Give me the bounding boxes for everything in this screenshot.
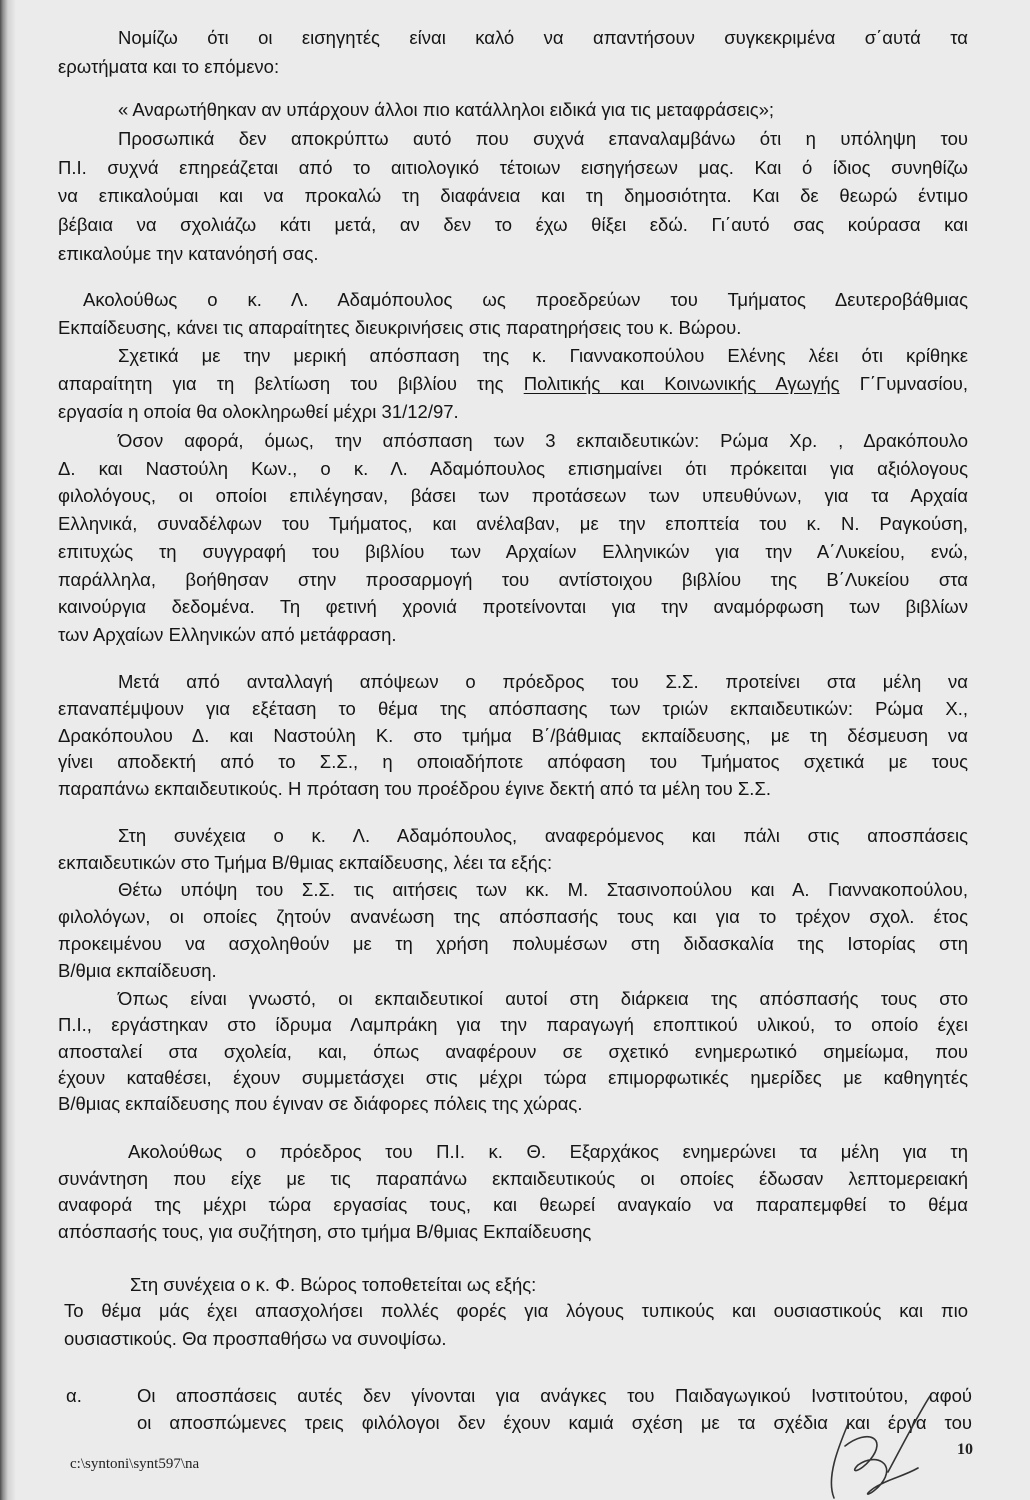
text-line: Όπως είναι γνωστό, οι εκπαιδευτικοί αυτοί στη διάρκεια της απόσπασής τους στο xyxy=(118,988,968,1009)
text-line: γίνει αποδεκτή από το Σ.Σ., η οποιαδήποτε απόφαση του Τμήματος σχετικά με τους xyxy=(58,751,968,773)
text-line: Π.Ι. συχνά επηρεάζεται από το αιτιολογικό τέτοιων εισηγήσεων μας. Και ό ίδιος συνηθίζω xyxy=(58,156,968,178)
text-line: Β/θμιας εκπαίδευσης που έγιναν σε διάφορες πόλεις της χώρας. xyxy=(58,1093,583,1115)
paragraph xyxy=(58,125,968,269)
text-line: Ελληνικά, συναδέλφων του Τμήματος, και ανέλαβαν, με την εποπτεία του κ. Ν. Ραγκούση, xyxy=(58,513,968,535)
text-line: των Αρχαίων Ελληνικών από μετάφραση. xyxy=(58,623,397,645)
text-line: προκειμένου να ασχοληθούν με τη χρήση πολυμέσων στη διδασκαλία της Ιστορίας στη xyxy=(58,933,968,954)
paragraph xyxy=(58,427,968,649)
text-line: Δ. και Ναστούλη Κων., ο κ. Λ. Αδαμόπουλος επισημαίνει ότι πρόκειται για αξιόλογους xyxy=(58,457,968,479)
text-line: βέβαια να σχολιάζω κάτι μετά, αν δεν το έχω θίξει εδώ. Γι΄αυτό σας κούρασα και xyxy=(58,214,968,236)
underlined-book-title: Πολιτικής και Κοινωνικής Αγωγής xyxy=(523,373,840,394)
text-line: καινούργια δεδομένα. Τη φετινή χρονιά προτείνονται για την αναμόρφωση των βιβλίων xyxy=(58,596,968,618)
page-edge-shadow xyxy=(0,0,16,1500)
text-line: Δρακόπουλου Δ. και Ναστούλη Κ. στο τμήμα Β΄/βάθμιας εκπαίδευσης, με τη δέσμευση να xyxy=(58,724,968,746)
text-line: ουσιαστικούς. Θα προσπαθήσω να συνοψίσω. xyxy=(64,1327,447,1349)
text-line: Στη συνέχεια ο κ. Φ. Βώρος τοποθετείται ως εξής: xyxy=(130,1274,537,1295)
text-line: Β/θμια εκπαίδευση. xyxy=(58,960,217,981)
text-line: Ακολούθως ο κ. Λ. Αδαμόπουλος ως προεδρεύων του Τμήματος Δευτεροβάθμιας xyxy=(83,289,968,310)
paragraph xyxy=(58,876,968,984)
text-segment: απαραίτητη για τη βελτίωση του βιβλίου της xyxy=(58,373,504,394)
quoted-question xyxy=(58,96,968,125)
text-line: επικαλούμε την κατανόησή σας. xyxy=(58,242,319,264)
page-number: 10 xyxy=(957,1441,973,1458)
text-line: ερωτήματα και το επόμενο: xyxy=(58,55,280,77)
text-line: οι αποσπώμενες τρεις φιλόλογοι δεν έχουν καμιά σχέση με τα σχέδια και έργα του xyxy=(137,1412,972,1433)
paragraph xyxy=(58,823,968,876)
text-line: Νομίζω ότι οι εισηγητές είναι καλό να απαντήσουν συγκεκριμένα σ΄αυτά τα xyxy=(118,27,968,48)
text-line: συνάντηση που είχε με τις παραπάνω εκπαιδευτικούς οι οποίες έδωσαν λεπτομερειακή xyxy=(58,1167,968,1189)
file-path-footer: c:\syntoni\synt597\na xyxy=(70,1456,200,1472)
text-line: φιλολόγων, οι οποίες ζητούν ανανέωση της απόσπασής τους και για το τρέχον σχολ. έτος xyxy=(58,906,968,927)
text-line xyxy=(58,370,968,398)
text-line: έχουν καταθέσει, έχουν συμμετάσχει στις μέχρι τώρα επιμορφωτικές ημερίδες με καθηγητές xyxy=(58,1066,968,1088)
text-line: επαναπέμψουν για εξέταση το θέμα της απόσπασης των τριών εκπαιδευτικών: Ρώμα Χ., xyxy=(58,697,968,719)
text-line: εργασία η οποία θα ολοκληρωθεί μέχρι 31/12/97. xyxy=(58,401,459,422)
text-line: να επικαλούμαι και να προκαλώ τη διαφάνεια και τη δημοσιότητα. Και δε θεωρώ έντιμο xyxy=(58,185,968,207)
text-line: εκπαιδευτικών στο Τμήμα Β/θμιας εκπαίδευσης, λέει τα εξής: xyxy=(58,851,553,873)
list-marker: α. xyxy=(66,1385,82,1406)
text-line: παράλληλα, βοήθησαν στην προσαρμογή του αντίστοιχου βιβλίου της Β΄Λυκείου στα xyxy=(58,568,968,590)
paragraph xyxy=(58,669,968,803)
text-line: Οι αποσπάσεις αυτές δεν γίνονται για ανάγκες του Παιδαγωγικού Ινστιτούτου, αφού xyxy=(137,1385,972,1406)
text-line: Μετά από ανταλλαγή απόψεων ο πρόεδρος του Σ.Σ. προτείνει στα μέλη να xyxy=(118,671,968,692)
text-line: απόσπασής τους, για συζήτηση, στο τμήμα Β/θμιας Εκπαίδευσης xyxy=(58,1221,592,1243)
text-line: επιτυχώς τη συγγραφή του βιβλίου των Αρχαίων Ελληνικών για την Α΄Λυκείου, ενώ, xyxy=(58,540,968,562)
list-item-text xyxy=(137,1382,972,1436)
paragraph xyxy=(58,1139,968,1246)
text-segment: Γ΄Γυμνασίου, xyxy=(859,373,969,394)
paragraph xyxy=(58,1297,968,1352)
text-line: Στη συνέχεια ο κ. Λ. Αδαμόπουλος, αναφερόμενος και πάλι στις αποσπάσεις xyxy=(118,825,968,846)
text-line: « Αναρωτήθηκαν αν υπάρχουν άλλοι πιο κατάλληλοι ειδικά για τις μεταφράσεις»; xyxy=(118,99,775,120)
text-line: Π.Ι., εργάστηκαν στο ίδρυμα Λαμπράκη για την παραγωγή εποπτικού υλικού, το οποίο έχει xyxy=(58,1014,968,1036)
paragraph xyxy=(58,1271,968,1298)
text-line: Ακολούθως ο πρόεδρος του Π.Ι. κ. Θ. Εξαρχάκος ενημερώνει τα μέλη για τη xyxy=(128,1141,968,1162)
text-line: φιλολόγους, οι οποίοι επιλέγησαν, βάσει των προτάσεων των υπευθύνων, για τα Αρχαία xyxy=(58,485,968,507)
paragraph xyxy=(58,342,968,426)
text-line: αποσταλεί στα σχολεία, και, όπως αναφέρουν σε σχετικό ενημερωτικό σημείωμα, που xyxy=(58,1040,968,1062)
text-line: Θέτω υπόψη του Σ.Σ. τις αιτήσεις των κκ. Μ. Στασινοπούλου και Α. Γιαννακοπούλου, xyxy=(118,879,968,900)
text-line: Σχετικά με την μερική απόσπαση της κ. Γιαννακοπούλου Ελένης λέει ότι κρίθηκε xyxy=(118,345,968,366)
paragraph xyxy=(58,24,968,81)
paragraph xyxy=(58,986,968,1117)
text-line: αναφορά της μέχρι τώρα εργασίας τους, και θεωρεί αναγκαίο να παραπεμφθεί το θέμα xyxy=(58,1194,968,1216)
paragraph xyxy=(58,286,968,342)
text-line: Όσον αφορά, όμως, την απόσπαση των 3 εκπαιδευτικών: Ρώμα Χρ. , Δρακόπουλο xyxy=(118,430,968,451)
text-line: Εκπαίδευσης, κάνει τις απαραίτητες διευκρινήσεις στις παρατηρήσεις του κ. Βώρου. xyxy=(58,317,742,338)
text-line: Το θέμα μάς έχει απασχολήσει πολλές φορές για λόγους τυπικούς και ουσιαστικούς και πιο xyxy=(64,1300,968,1321)
text-line: παραπάνω εκπαιδευτικούς. Η πρόταση του προέδρου έγινε δεκτή από τα μέλη του Σ.Σ. xyxy=(58,778,772,799)
text-line: Προσωπικά δεν αποκρύπτω αυτό που συχνά επαναλαμβάνω ότι η υπόληψη του xyxy=(118,128,968,149)
